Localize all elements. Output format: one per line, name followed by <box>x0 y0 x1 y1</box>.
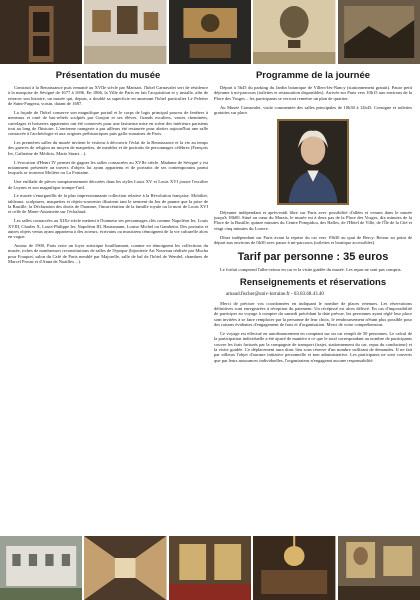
museum-paragraph: Autour de 1900, Paris reste un foyer artistique bouillonnant, comme en témoignent les collections du musée, riches de nombreuses reconstitutions de salles de l'époque (bijouterie Art Nouveau réalisée par Mucha pour Fouquet, salon du Café de Paris meublé par Majorelle, salle de bal de l'hôtel de Wendel, chambres de Marcel Proust et d'Anna de Noailles…). <box>8 243 208 265</box>
chandelier-room-icon <box>253 536 335 600</box>
wall-paintings-icon <box>84 0 166 64</box>
top-photo-strip <box>0 0 420 64</box>
balloon-print-icon <box>253 0 335 64</box>
battle-painting-icon <box>338 0 420 64</box>
museum-paragraph: Le musée s'enorgueillit de la plus impressionnante collection relative à la Révolution française. Mobilier, tableaux, sculptures, maquettes et objets-souvenirs illustrent tant le serment du Jeu de paume que la prise de la Bastille, la Déclaration des droits de l'homme, l'incarcération de la famille royale ou la mort de Louis XVI et celle de Marie-Antoinette sur l'échafaud. <box>8 193 208 215</box>
museum-paragraph: Une enfilade de pièces somptueusement décorées dans les styles Louis XV et Louis XVI jouxte l'escalier de Luynes et son magnifique trompe-l'œil. <box>8 179 208 190</box>
portrait-painting-icon <box>277 119 349 205</box>
program-paragraph: Au Musée Carnavalet, visite commentée des salles principales de 10h30 à 12h45. Consigne et toilettes gratuites sur place. <box>214 104 412 115</box>
museum-paragraph: Construit à la Renaissance puis remanié au XVIIe siècle par Mansart, l'hôtel Carnavalet sert de résidence à la marquise de Sévigné de 1677 à 1696. En 1866, la Ville de Paris en fait l'acquisition et y installe, afin de retracer son histoire, un musée qui, depuis, a doublé sa superficie en annexant l'hôtel particulier Le Peletier de Saint-Fargeau, voisin, datant de 1687. <box>8 85 208 107</box>
tall-cabinet-icon <box>0 0 82 64</box>
bottom-photo-strip <box>0 536 420 600</box>
museum-section-title: Présentation du musée <box>55 70 161 81</box>
museum-paragraph: Les salles consacrées au XIXe siècle mettent à l'honneur ses personnages clés comme Napoléon Ier, Louis XVIII, Charles X, Louis-Philippe Ier, Napoléon III, Haussmann, Louise Michel ou Gambetta. Des portraits et autres objets venus ayant appartenu à des acteurs, écrivains ou musiciens témoignent de la vie culturelle alors en vogue. <box>8 218 208 240</box>
portrait-image <box>214 119 412 205</box>
info-title: Renseignements et réservations <box>239 276 387 288</box>
courtyard-icon <box>0 536 82 600</box>
ornate-salon-icon <box>169 536 251 600</box>
info-paragraph: Ce voyage est effectué en autofinancement en comptant sur un car rempli de 50 personnes. Le calcul de la participation individuelle a été ajusté de manière à ce que le total correspondant au nombre de participants couvre les frais facturés par la compagnie de transport (trajet, stationnement du car, repas du conducteur) et la visite guidée. Ce déplacement aura donc lieu sous réserve d'un nombre suffisant de demandes. Il ne fait par ailleurs l'objet d'aucune initiative personnelle et non administrative. Les participants ne sont couverts que par leurs assurances individuelles, l'organisateur n'engageant aucune responsabilité. <box>214 330 412 363</box>
program-paragraph: Déjeuner indépendant et après-midi libre sur Paris avec possibilité d'allées et venues dans le musée jusqu'à 18h00. Situé au cœur du Marais, le musée est à deux pas de la Place des Vosges, dix minutes de la Place de la Bastille, quinze minutes du Centre Pompidou, des Halles, de l'Hôtel de Ville, de l'Île de la Cité et vingt cinq minutes du Louvre. <box>214 209 412 231</box>
program-column <box>214 66 412 534</box>
program-paragraph: Départ à 5h45 du parking du Jardin botanique de Villers-lès-Nancy (stationnement gratuit). Pause petit déjeuner à mi-parcours (toilettes et restauration disponibles). Arrivée sur Paris vers 10h15 aux environs de la Place des Vosges – les participants se verront remettre un plan de quartier. <box>214 85 412 101</box>
price-title: Tarif par personne : 35 euros <box>237 251 389 264</box>
museum-paragraph: La façade de l'hôtel conserve son magnifique portail et le corps de logis principal pourvu de fenêtres à meneaux et orné de bas-reliefs sculptés par Goujon et ses élèves. Grands escaliers, vastes cheminées, carrelages et boiseries apparentes ont été conservés pour une fastueuse mise en scène des intérieurs parisiens tout au long de l'histoire. L'ancienne orangerie a par ailleurs été restaurée pour abriter aujourd'hui une salle consacrée à l'archéologie et aux origines préhistoriques puis gallo-romaines de Paris. <box>8 109 208 137</box>
shop-sign-icon <box>169 0 251 64</box>
corridor-icon <box>84 536 166 600</box>
program-paragraph: Dîner indépendant sur Paris avant la reprise du car vers 19h30 au quai de Bercy. Retour au point de départ aux environs de 0h30 avec pause à mi-parcours (toilettes et boutique accessibles). <box>214 234 412 245</box>
info-paragraph: Merci de préciser vos coordonnées en indiquant le nombre de places retenues. Les réservations définitives sont enregistrées à réception du paiement. Un récépissé est alors délivré. En cas d'impossibilité de participer au voyage à compter du samedi précédant la date prévue, les personnes ayant réglé leur place sont invitées à se faire remplacer par la personne de leur choix, le remboursement n'étant plus possible pour des raisons évidentes d'engagement de frais et d'organisation. Merci de votre compréhension. <box>214 300 412 327</box>
museum-paragraph: L'évocation d'Henri IV permet de gagner les salles consacrées au XVIIe siècle. Madame de Sévigné y est notamment présentée au travers d'objets lui ayant appartenu et de portraits de ses contemporains parmi lesquels se trouvent Molière ou La Fontaine. <box>8 159 208 176</box>
program-title: Programme de la journée <box>255 70 371 81</box>
museum-paragraph: Les premières salles du musée invitent le visiteur à découvrir l'éclat de la Renaissance et la vie au temps des guerres de religion au moyen de maquettes, de meubles et de portraits de personnages célèbres (François Ier, Catherine de Médicis, Marie Stuart…). <box>8 140 208 156</box>
museum-column <box>8 66 208 534</box>
portrait-gallery-icon <box>338 536 420 600</box>
price-paragraph: Le forfait comprend l'aller-retour en car et la visite guidée du musée. Les repas ne sont pas compris. <box>220 267 402 273</box>
contact-line[interactable]: arnaud.fischer@univ-lorraine.fr - 03.83.68.43.40 <box>226 291 324 297</box>
